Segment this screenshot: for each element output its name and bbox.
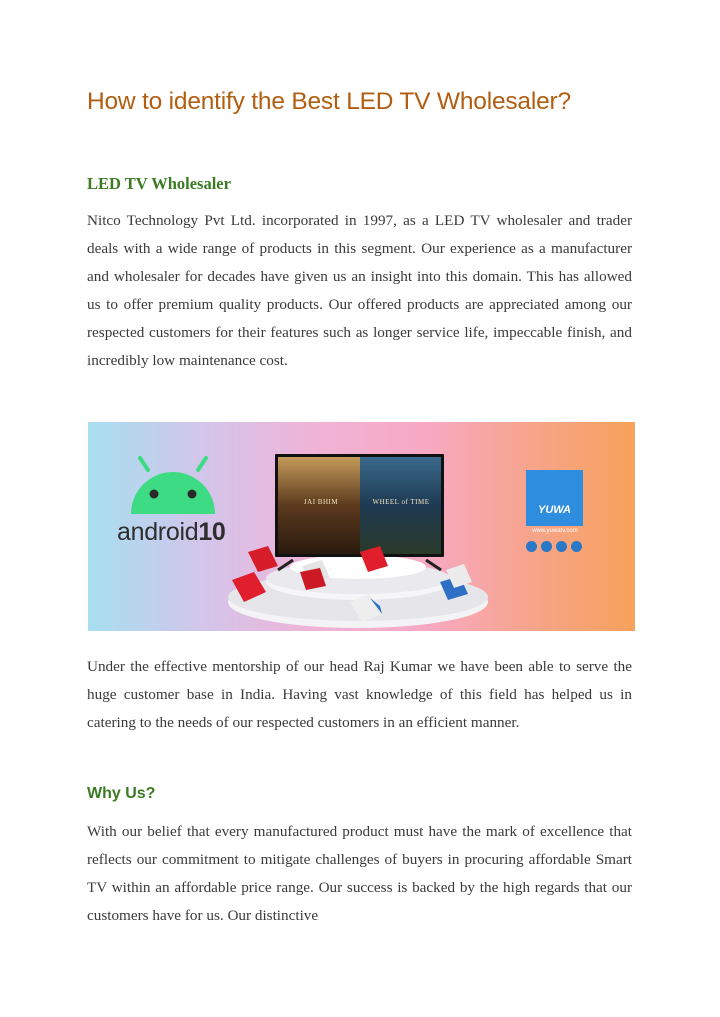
mentorship-paragraph: Under the effective mentorship of our head Raj Kumar we have been able to serve the huge customer base in India. Having vast knowledge of this field has helped us in catering to the needs of our respected customers in an efficient manner. [87, 658, 632, 731]
brand-logo [526, 470, 583, 526]
why-us-paragraph: With our belief that every manufactured product must have the mark of excellence that reflects our commitment to mitigate challenges of buyers in procuring affordable Smart TV within an affordable price range. Our success is backed by the high regards that our customers have for us. Our distinctive [87, 823, 632, 924]
section-heading-why-us: Why Us? [87, 785, 156, 802]
instagram-icon [541, 541, 552, 552]
facebook-icon [526, 541, 537, 552]
poster-right-title: WHEEL of TIME [372, 498, 430, 506]
section-heading-led-tv-wholesaler: LED TV Wholesaler [87, 174, 231, 193]
android-robot-icon [131, 458, 215, 514]
android-version-number: 10 [198, 518, 226, 546]
brand-name: YUWA [538, 504, 571, 516]
youtube-icon [571, 541, 582, 552]
poster-left-title: JAI BHIM [303, 498, 339, 506]
intro-paragraph: Nitco Technology Pvt Ltd. incorporated in 1997, as a LED TV wholesaler and trader deals with a wide range of products in this segment. Our experience as a manufacturer and wholesaler for decades have given us an insight into this domain. This has allowed us to offer premium quality products. Our offered products are appreciated among our respected customers for their features such as longer service life, impeccable finish, and incredibly low maintenance cost. [87, 212, 632, 369]
twitter-icon [556, 541, 567, 552]
page-title: How to identify the Best LED TV Wholesaler? [87, 88, 571, 115]
android-word: android [117, 518, 199, 546]
promo-banner-image [88, 422, 635, 631]
brand-url: www.yuwatv.com [532, 528, 578, 534]
android-version-label [117, 518, 226, 547]
